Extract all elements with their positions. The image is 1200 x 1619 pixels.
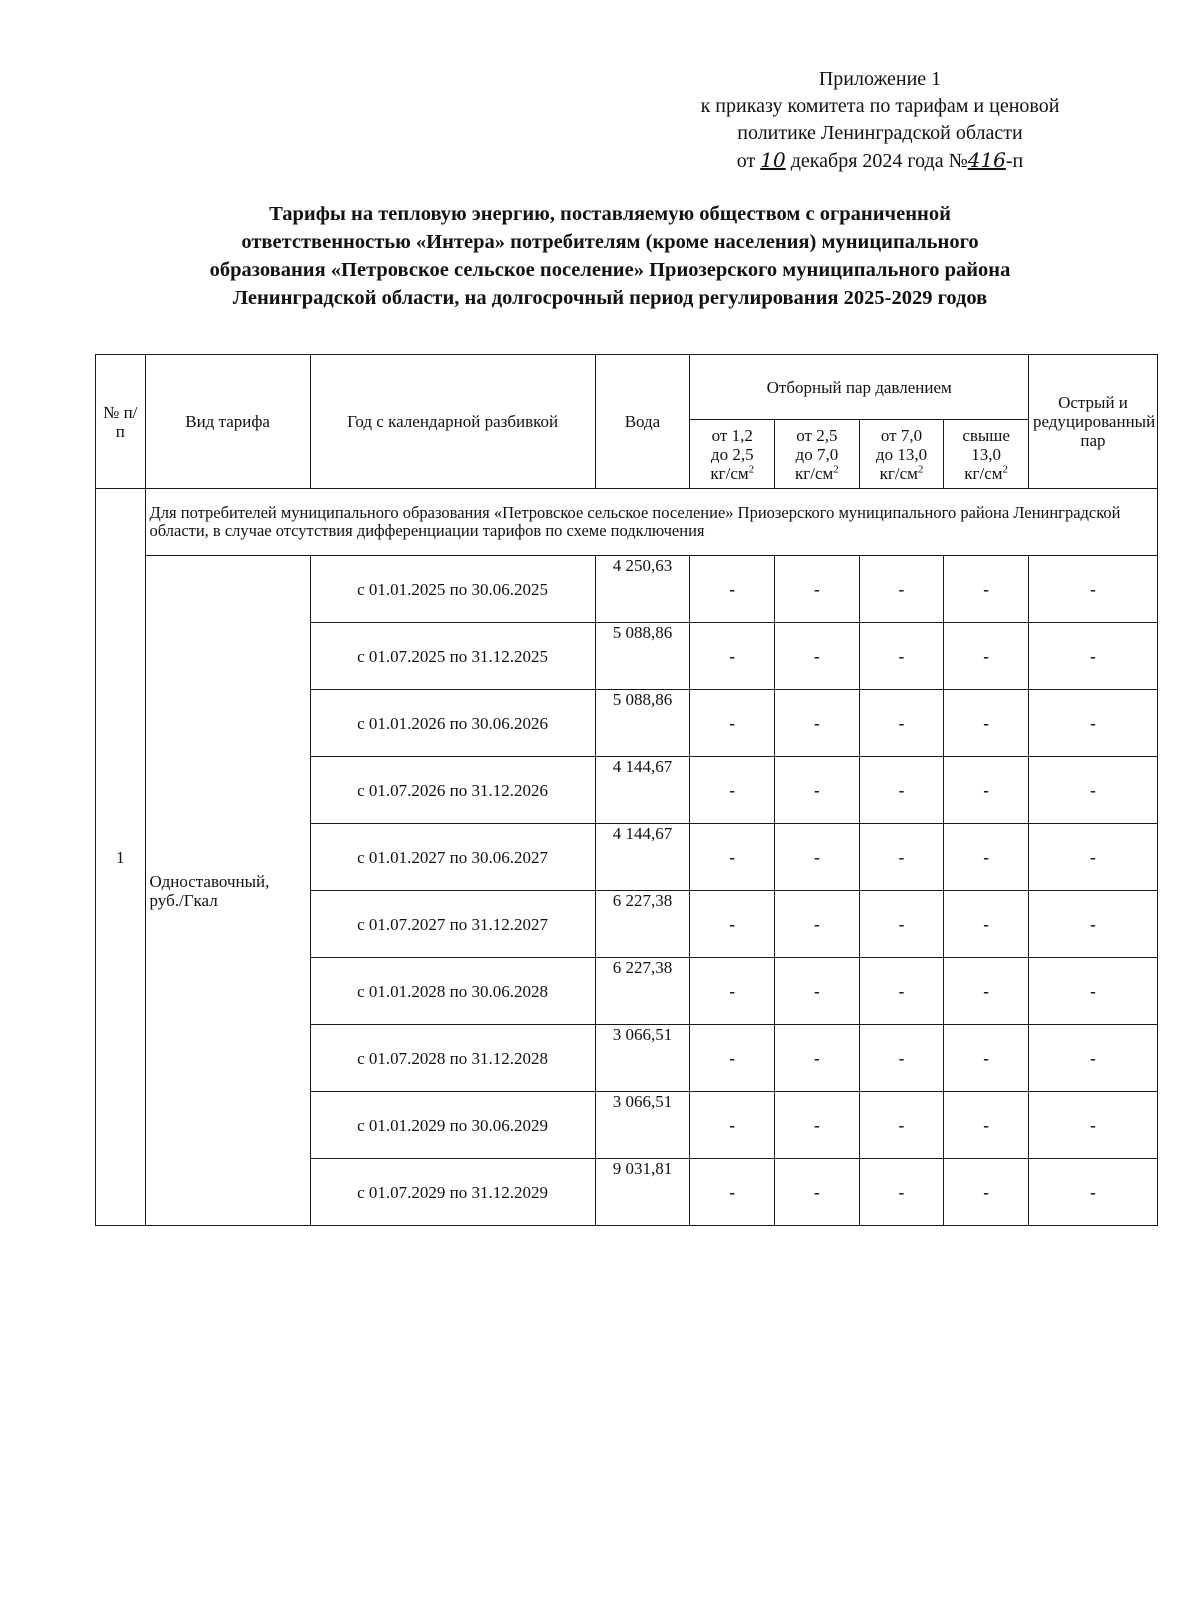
water-tariff-cell: 5 088,86 xyxy=(595,623,690,690)
period-cell: с 01.07.2028 по 31.12.2028 xyxy=(310,1025,595,1092)
steam-3-cell: - xyxy=(859,958,944,1025)
document-title xyxy=(110,200,1110,312)
steam-4-cell: - xyxy=(944,623,1029,690)
period-cell: с 01.01.2027 по 30.06.2027 xyxy=(310,824,595,891)
period-cell: с 01.01.2028 по 30.06.2028 xyxy=(310,958,595,1025)
water-tariff-cell: 3 066,51 xyxy=(595,1092,690,1159)
header-steam-2: от 2,5 до 7,0 $кг/см^2$ xyxy=(775,420,860,489)
acute-steam-cell: - xyxy=(1028,824,1157,891)
acute-steam-cell: - xyxy=(1028,958,1157,1025)
steam-3-cell: - xyxy=(859,1159,944,1226)
steam-3-cell: - xyxy=(859,1025,944,1092)
steam-2-cell: - xyxy=(775,690,860,757)
acute-steam-cell: - xyxy=(1028,891,1157,958)
date-middle: декабря 2024 года № xyxy=(785,150,968,172)
appendix-header xyxy=(640,66,1120,175)
steam-4-cell: - xyxy=(944,958,1029,1025)
header-row-top xyxy=(96,355,1158,420)
steam-4-cell: - xyxy=(944,757,1029,824)
steam-3-cell: - xyxy=(859,891,944,958)
water-tariff-cell: 5 088,86 xyxy=(595,690,690,757)
period-cell: с 01.01.2026 по 30.06.2026 xyxy=(310,690,595,757)
appendix-title: Приложение 1 xyxy=(818,68,942,90)
date-prefix: от xyxy=(736,150,761,172)
tariff-body xyxy=(96,489,1158,1226)
title-line-3: образования «Петровское сельское поселение» Приозерского муниципального района xyxy=(209,259,1011,281)
header-water: Вода xyxy=(595,355,690,489)
header-steam-4: свыше 13,0 $кг/см^2$ xyxy=(944,420,1029,489)
water-tariff-cell: 9 031,81 xyxy=(595,1159,690,1226)
period-cell: с 01.07.2029 по 31.12.2029 xyxy=(310,1159,595,1226)
steam-4-cell: - xyxy=(944,824,1029,891)
title-line-2: ответственностью «Интера» потребителям (кроме населения) муниципального xyxy=(241,231,979,253)
steam-1-cell: - xyxy=(690,623,775,690)
acute-steam-cell: - xyxy=(1028,690,1157,757)
steam-1-cell: - xyxy=(690,1159,775,1226)
steam-4-cell: - xyxy=(944,891,1029,958)
header-acute-steam: Острый и редуцированный пар xyxy=(1028,355,1157,489)
appendix-order-ref: к приказу комитета по тарифам и ценовой xyxy=(700,95,1060,117)
steam-2-cell: - xyxy=(775,1159,860,1226)
steam-4-cell: - xyxy=(944,690,1029,757)
steam-2-cell: - xyxy=(775,891,860,958)
period-cell: с 01.07.2027 по 31.12.2027 xyxy=(310,891,595,958)
water-tariff-cell: 4 250,63 xyxy=(595,556,690,623)
water-tariff-cell: 6 227,38 xyxy=(595,891,690,958)
water-tariff-cell: 6 227,38 xyxy=(595,958,690,1025)
header-steam-group: Отборный пар давлением xyxy=(690,355,1029,420)
steam-1-cell: - xyxy=(690,757,775,824)
handwritten-order-number: 416 xyxy=(967,148,1006,172)
period-cell: с 01.01.2025 по 30.06.2025 xyxy=(310,556,595,623)
steam-3-cell: - xyxy=(859,1092,944,1159)
steam-4-cell: - xyxy=(944,1092,1029,1159)
consumer-group-description: Для потребителей муниципального образования «Петровское сельское поселение» Приозерского муниципального района Ленинградской области, в случае отсутствия дифференциации тарифов по схеме подключения xyxy=(145,489,1157,556)
water-tariff-cell: 4 144,67 xyxy=(595,757,690,824)
steam-3-cell: - xyxy=(859,824,944,891)
steam-1-cell: - xyxy=(690,556,775,623)
header-steam-3: от 7,0 до 13,0 $кг/см^2$ xyxy=(859,420,944,489)
steam-3-cell: - xyxy=(859,556,944,623)
steam-1-cell: - xyxy=(690,824,775,891)
row-number: 1 xyxy=(96,489,146,1226)
header-kind: Вид тарифа xyxy=(145,355,310,489)
period-cell: с 01.07.2025 по 31.12.2025 xyxy=(310,623,595,690)
steam-2-cell: - xyxy=(775,824,860,891)
acute-steam-cell: - xyxy=(1028,1159,1157,1226)
title-line-4: Ленинградской области, на долгосрочный период регулирования 2025-2029 годов xyxy=(232,287,988,309)
appendix-committee: политике Ленинградской области xyxy=(737,122,1023,144)
date-suffix: -п xyxy=(1005,150,1024,172)
header-num: № п/п xyxy=(96,355,146,489)
acute-steam-cell: - xyxy=(1028,757,1157,824)
handwritten-day: 10 xyxy=(760,148,786,172)
steam-1-cell: - xyxy=(690,891,775,958)
header-period: Год с календарной разбивкой xyxy=(310,355,595,489)
header-steam-1: от 1,2 до 2,5 $кг/см^2$ xyxy=(690,420,775,489)
water-tariff-cell: 4 144,67 xyxy=(595,824,690,891)
steam-1-cell: - xyxy=(690,1092,775,1159)
steam-1-cell: - xyxy=(690,1025,775,1092)
steam-3-cell: - xyxy=(859,623,944,690)
steam-2-cell: - xyxy=(775,958,860,1025)
steam-4-cell: - xyxy=(944,1159,1029,1226)
acute-steam-cell: - xyxy=(1028,1092,1157,1159)
steam-2-cell: - xyxy=(775,556,860,623)
water-tariff-cell: 3 066,51 xyxy=(595,1025,690,1092)
steam-1-cell: - xyxy=(690,690,775,757)
acute-steam-cell: - xyxy=(1028,556,1157,623)
period-cell: с 01.01.2029 по 30.06.2029 xyxy=(310,1092,595,1159)
steam-2-cell: - xyxy=(775,1025,860,1092)
steam-1-cell: - xyxy=(690,958,775,1025)
tariff-kind: Одноставочный, руб./Гкал xyxy=(145,556,310,1226)
steam-4-cell: - xyxy=(944,1025,1029,1092)
tariff-table xyxy=(95,354,1158,1226)
tariff-row xyxy=(96,556,1158,623)
group-row xyxy=(96,489,1158,556)
steam-3-cell: - xyxy=(859,690,944,757)
appendix-date xyxy=(640,147,1120,175)
steam-3-cell: - xyxy=(859,757,944,824)
period-cell: с 01.07.2026 по 31.12.2026 xyxy=(310,757,595,824)
title-line-1: Тарифы на тепловую энергию, поставляемую обществом с ограниченной xyxy=(269,203,951,225)
steam-2-cell: - xyxy=(775,757,860,824)
steam-2-cell: - xyxy=(775,623,860,690)
steam-4-cell: - xyxy=(944,556,1029,623)
acute-steam-cell: - xyxy=(1028,1025,1157,1092)
steam-2-cell: - xyxy=(775,1092,860,1159)
acute-steam-cell: - xyxy=(1028,623,1157,690)
